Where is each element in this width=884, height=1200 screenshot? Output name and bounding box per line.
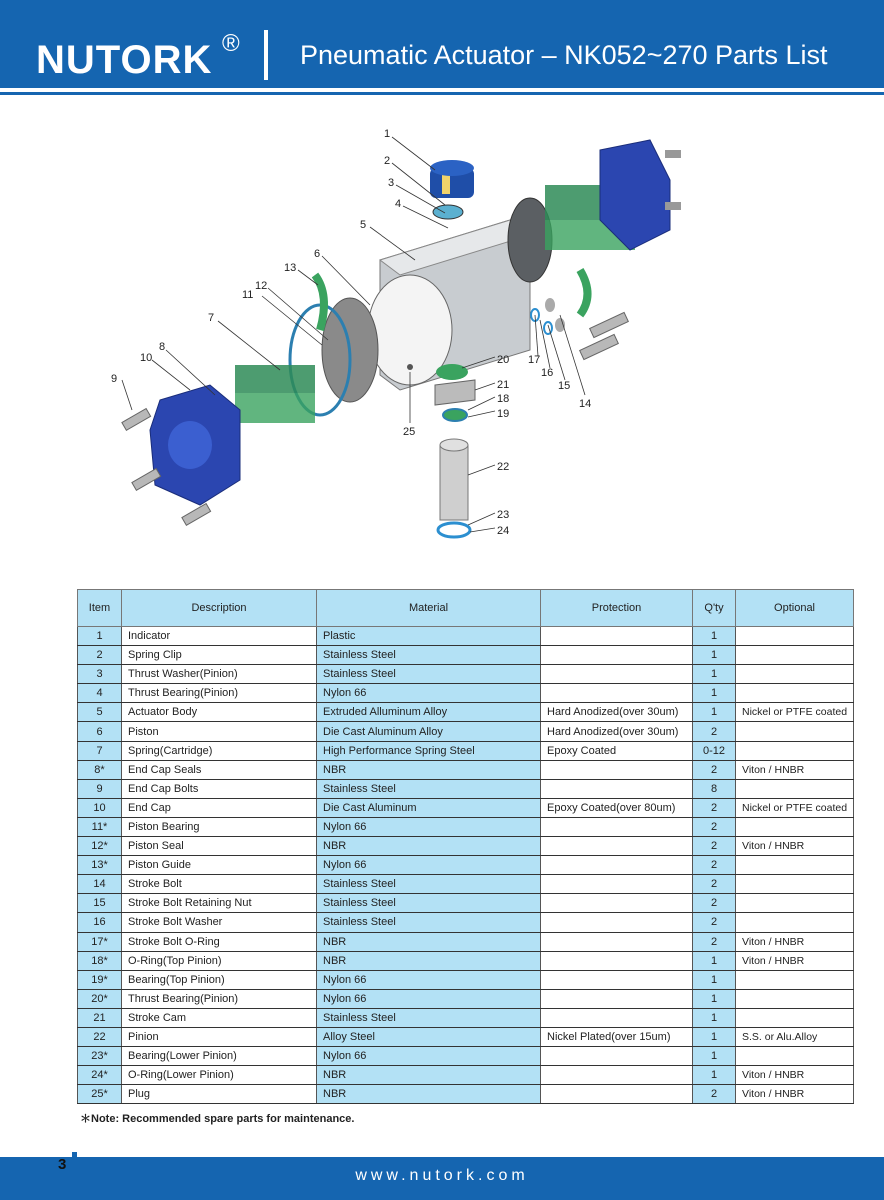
qty-cell: 1 — [693, 646, 736, 665]
qty-cell: 1 — [693, 989, 736, 1008]
table-row — [78, 684, 854, 703]
left-cartridge-illustration — [150, 298, 378, 505]
header-optional: Optional — [736, 590, 854, 627]
optional-cell — [736, 741, 854, 760]
item-cell: 7 — [78, 741, 122, 760]
callout-15: 15 — [558, 380, 571, 392]
optional-cell — [736, 684, 854, 703]
table-row — [78, 1008, 854, 1027]
protection-cell — [541, 970, 693, 989]
optional-cell — [736, 646, 854, 665]
description-cell: Bearing(Lower Pinion) — [122, 1047, 317, 1066]
table-row — [78, 646, 854, 665]
header-description: Description — [122, 590, 317, 627]
callout-13: 13 — [284, 262, 297, 274]
description-cell: Pinion — [122, 1027, 317, 1046]
parts-table — [77, 589, 854, 1104]
qty-cell: 2 — [693, 1085, 736, 1104]
qty-cell: 2 — [693, 760, 736, 779]
protection-cell — [541, 665, 693, 684]
qty-cell: 1 — [693, 1027, 736, 1046]
qty-cell: 2 — [693, 856, 736, 875]
optional-cell: Viton / HNBR — [736, 932, 854, 951]
callout-24: 24 — [497, 525, 510, 537]
optional-cell — [736, 875, 854, 894]
protection-cell — [541, 684, 693, 703]
item-cell: 4 — [78, 684, 122, 703]
material-cell: Stainless Steel — [317, 779, 541, 798]
callout-6: 6 — [314, 248, 321, 260]
item-cell: 11* — [78, 817, 122, 836]
protection-cell — [541, 779, 693, 798]
table-row — [78, 722, 854, 741]
qty-cell: 2 — [693, 817, 736, 836]
qty-cell: 1 — [693, 684, 736, 703]
qty-cell: 1 — [693, 1008, 736, 1027]
protection-cell — [541, 875, 693, 894]
description-cell: Plug — [122, 1085, 317, 1104]
optional-cell: Viton / HNBR — [736, 1066, 854, 1085]
table-row — [78, 856, 854, 875]
qty-cell: 1 — [693, 951, 736, 970]
optional-cell — [736, 970, 854, 989]
qty-cell: 1 — [693, 970, 736, 989]
item-cell: 17* — [78, 932, 122, 951]
description-cell: Piston Bearing — [122, 817, 317, 836]
material-cell: Stainless Steel — [317, 1008, 541, 1027]
material-cell: NBR — [317, 951, 541, 970]
material-cell: Stainless Steel — [317, 894, 541, 913]
callout-23: 23 — [497, 509, 510, 521]
indicator-illustration — [430, 160, 474, 198]
protection-cell: Nickel Plated(over 15um) — [541, 1027, 693, 1046]
description-cell: O-Ring(Lower Pinion) — [122, 1066, 317, 1085]
protection-cell — [541, 1047, 693, 1066]
description-cell: Thrust Bearing(Pinion) — [122, 989, 317, 1008]
description-cell: End Cap Seals — [122, 760, 317, 779]
callout-17: 17 — [528, 354, 541, 366]
table-row — [78, 932, 854, 951]
table-row — [78, 798, 854, 817]
optional-cell — [736, 913, 854, 932]
protection-cell — [541, 989, 693, 1008]
callout-1: 1 — [384, 128, 391, 140]
protection-cell — [541, 894, 693, 913]
header-divider — [264, 30, 268, 80]
item-cell: 12* — [78, 837, 122, 856]
optional-cell: Viton / HNBR — [736, 951, 854, 970]
item-cell: 10 — [78, 798, 122, 817]
item-cell: 16 — [78, 913, 122, 932]
callout-7: 7 — [208, 312, 215, 324]
item-cell: 5 — [78, 703, 122, 722]
qty-cell: 1 — [693, 665, 736, 684]
table-row — [78, 875, 854, 894]
optional-cell — [736, 1008, 854, 1027]
qty-cell: 1 — [693, 703, 736, 722]
parts-table-header-row — [78, 590, 854, 627]
material-cell: Stainless Steel — [317, 913, 541, 932]
callout-2: 2 — [384, 155, 391, 167]
table-row — [78, 1066, 854, 1085]
optional-cell: Nickel or PTFE coated — [736, 798, 854, 817]
callout-4: 4 — [395, 198, 402, 210]
item-cell: 2 — [78, 646, 122, 665]
qty-cell: 2 — [693, 875, 736, 894]
callout-14: 14 — [579, 398, 592, 410]
optional-cell — [736, 856, 854, 875]
item-cell: 13* — [78, 856, 122, 875]
callout-21: 21 — [497, 379, 510, 391]
material-cell: NBR — [317, 837, 541, 856]
qty-cell: 8 — [693, 779, 736, 798]
item-cell: 22 — [78, 1027, 122, 1046]
optional-cell: Viton / HNBR — [736, 760, 854, 779]
item-cell: 6 — [78, 722, 122, 741]
page-title: Pneumatic Actuator – NK052~270 Parts List — [300, 40, 828, 70]
description-cell: Stroke Bolt — [122, 875, 317, 894]
item-cell: 14 — [78, 875, 122, 894]
table-row — [78, 760, 854, 779]
description-cell: Stroke Cam — [122, 1008, 317, 1027]
optional-cell — [736, 627, 854, 646]
optional-cell — [736, 722, 854, 741]
item-cell: 1 — [78, 627, 122, 646]
protection-cell — [541, 837, 693, 856]
material-cell: NBR — [317, 1066, 541, 1085]
material-cell: Alloy Steel — [317, 1027, 541, 1046]
description-cell: End Cap — [122, 798, 317, 817]
qty-cell: 2 — [693, 932, 736, 951]
table-row — [78, 665, 854, 684]
parts-table-body — [78, 627, 854, 1104]
table-row — [78, 894, 854, 913]
qty-cell: 2 — [693, 798, 736, 817]
item-cell: 21 — [78, 1008, 122, 1027]
protection-cell: Hard Anodized(over 30um) — [541, 722, 693, 741]
material-cell: Nylon 66 — [317, 970, 541, 989]
item-cell: 3 — [78, 665, 122, 684]
table-row — [78, 913, 854, 932]
header-item: Item — [78, 590, 122, 627]
brand-logo: NUTORK — [36, 38, 213, 82]
callout-12: 12 — [255, 280, 268, 292]
protection-cell: Epoxy Coated(over 80um) — [541, 798, 693, 817]
qty-cell: 1 — [693, 627, 736, 646]
qty-cell: 2 — [693, 837, 736, 856]
protection-cell — [541, 1085, 693, 1104]
registered-mark: ® — [222, 30, 240, 57]
protection-cell — [541, 1066, 693, 1085]
callout-9: 9 — [111, 373, 118, 385]
material-cell: Nylon 66 — [317, 684, 541, 703]
header-qty: Q'ty — [693, 590, 736, 627]
description-cell: Piston — [122, 722, 317, 741]
optional-cell — [736, 779, 854, 798]
material-cell: Nylon 66 — [317, 856, 541, 875]
protection-cell — [541, 760, 693, 779]
callout-11: 11 — [242, 289, 254, 301]
material-cell: Nylon 66 — [317, 817, 541, 836]
description-cell: End Cap Bolts — [122, 779, 317, 798]
qty-cell: 2 — [693, 722, 736, 741]
protection-cell — [541, 627, 693, 646]
header-material: Material — [317, 590, 541, 627]
table-row — [78, 779, 854, 798]
pinion-illustration — [407, 364, 475, 537]
protection-cell — [541, 646, 693, 665]
description-cell: Thrust Bearing(Pinion) — [122, 684, 317, 703]
material-cell: NBR — [317, 1085, 541, 1104]
optional-cell — [736, 817, 854, 836]
table-row — [78, 1027, 854, 1046]
protection-cell — [541, 951, 693, 970]
material-cell: High Performance Spring Steel — [317, 741, 541, 760]
optional-cell: Viton / HNBR — [736, 837, 854, 856]
callout-18: 18 — [497, 393, 510, 405]
material-cell: Die Cast Aluminum Alloy — [317, 722, 541, 741]
page-number: 3 — [58, 1156, 67, 1173]
protection-cell — [541, 913, 693, 932]
material-cell: Stainless Steel — [317, 665, 541, 684]
optional-cell — [736, 665, 854, 684]
protection-cell: Epoxy Coated — [541, 741, 693, 760]
protection-cell: Hard Anodized(over 30um) — [541, 703, 693, 722]
callout-20: 20 — [497, 354, 510, 366]
protection-cell — [541, 817, 693, 836]
qty-cell: 1 — [693, 1047, 736, 1066]
description-cell: Thrust Washer(Pinion) — [122, 665, 317, 684]
protection-cell — [541, 1008, 693, 1027]
item-cell: 20* — [78, 989, 122, 1008]
callout-22: 22 — [497, 461, 510, 473]
description-cell: Stroke Bolt Retaining Nut — [122, 894, 317, 913]
table-row — [78, 837, 854, 856]
qty-cell: 2 — [693, 913, 736, 932]
item-cell: 24* — [78, 1066, 122, 1085]
optional-cell: S.S. or Alu.Alloy — [736, 1027, 854, 1046]
callout-19: 19 — [497, 408, 510, 420]
description-cell: Bearing(Top Pinion) — [122, 970, 317, 989]
material-cell: Plastic — [317, 627, 541, 646]
description-cell: Indicator — [122, 627, 317, 646]
item-cell: 15 — [78, 894, 122, 913]
item-cell: 19* — [78, 970, 122, 989]
material-cell: Nylon 66 — [317, 1047, 541, 1066]
material-cell: NBR — [317, 760, 541, 779]
qty-cell: 0-12 — [693, 741, 736, 760]
description-cell: Spring(Cartridge) — [122, 741, 317, 760]
material-cell: Stainless Steel — [317, 646, 541, 665]
callout-10: 10 — [140, 352, 153, 364]
material-cell: Nylon 66 — [317, 989, 541, 1008]
optional-cell — [736, 989, 854, 1008]
footer-website: www.nutork.com — [355, 1167, 529, 1184]
qty-cell: 1 — [693, 1066, 736, 1085]
optional-cell — [736, 894, 854, 913]
description-cell: Piston Guide — [122, 856, 317, 875]
callout-25: 25 — [403, 426, 416, 438]
material-cell: Stainless Steel — [317, 875, 541, 894]
material-cell: NBR — [317, 932, 541, 951]
exploded-view-diagram — [90, 110, 750, 570]
table-row — [78, 627, 854, 646]
description-cell: O-Ring(Top Pinion) — [122, 951, 317, 970]
optional-cell — [736, 1047, 854, 1066]
callout-8: 8 — [159, 341, 166, 353]
callout-5: 5 — [360, 219, 367, 231]
item-cell: 9 — [78, 779, 122, 798]
table-row — [78, 989, 854, 1008]
description-cell: Stroke Bolt O-Ring — [122, 932, 317, 951]
table-row — [78, 970, 854, 989]
protection-cell — [541, 856, 693, 875]
item-cell: 25* — [78, 1085, 122, 1104]
item-cell: 8* — [78, 760, 122, 779]
protection-cell — [541, 932, 693, 951]
spare-parts-note: ＊Note: Recommended spare parts for maintenance. — [80, 1113, 355, 1125]
table-row — [78, 703, 854, 722]
table-row — [78, 951, 854, 970]
optional-cell: Viton / HNBR — [736, 1085, 854, 1104]
header-rule — [0, 92, 884, 95]
item-cell: 18* — [78, 951, 122, 970]
callout-3: 3 — [388, 177, 395, 189]
table-row — [78, 1085, 854, 1104]
table-row — [78, 741, 854, 760]
material-cell: Die Cast Aluminum — [317, 798, 541, 817]
description-cell: Piston Seal — [122, 837, 317, 856]
item-cell: 23* — [78, 1047, 122, 1066]
callout-16: 16 — [541, 367, 554, 379]
material-cell: Extruded Alluminum Alloy — [317, 703, 541, 722]
description-cell: Stroke Bolt Washer — [122, 913, 317, 932]
right-cartridge-illustration — [508, 140, 681, 282]
header-protection: Protection — [541, 590, 693, 627]
description-cell: Spring Clip — [122, 646, 317, 665]
qty-cell: 2 — [693, 894, 736, 913]
description-cell: Actuator Body — [122, 703, 317, 722]
optional-cell: Nickel or PTFE coated — [736, 703, 854, 722]
table-row — [78, 1047, 854, 1066]
table-row — [78, 817, 854, 836]
